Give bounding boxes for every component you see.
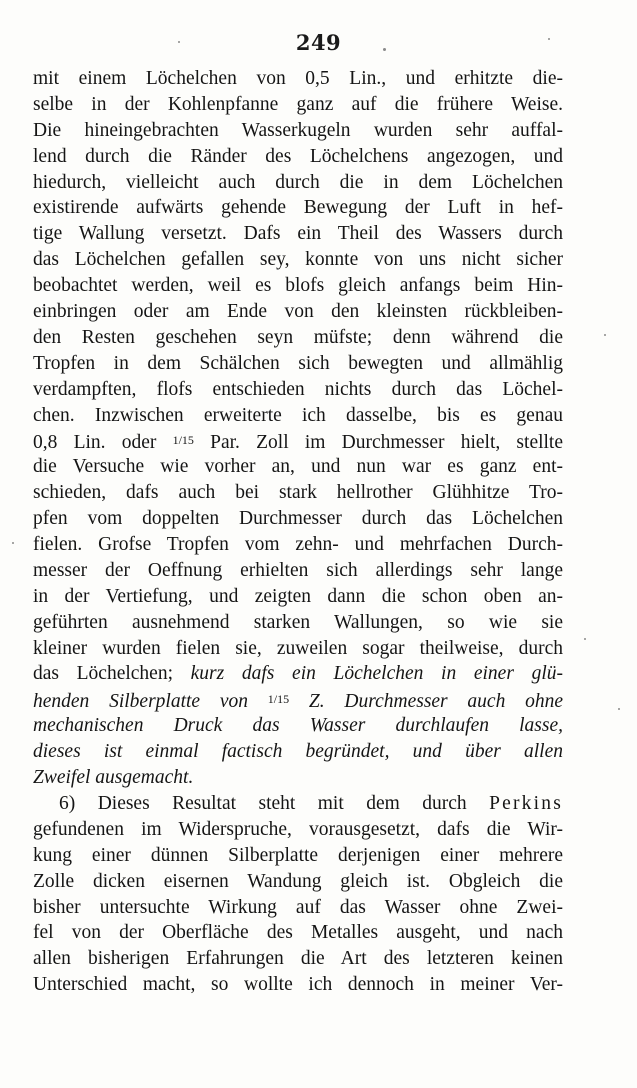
body-text [33, 66, 563, 998]
text-line: existirende aufwärts gehende Bewegung der Luft in hef- [33, 197, 563, 219]
scan-speck [604, 334, 606, 336]
text-segment: das Löchelchen; [33, 663, 191, 685]
italic-text: mechanischen Druck das Wasser durchlaufen lasse, [33, 715, 563, 737]
text-line: lend durch die Ränder des Löchelchens angezogen, und [33, 145, 563, 167]
scan-speck [548, 38, 550, 40]
page-number: 249 [295, 30, 342, 55]
fraction: 1/15 [267, 692, 290, 707]
scan-speck [383, 48, 386, 51]
text-line: messer der Oeffnung erhielten sich allerdings sehr lange [33, 559, 563, 581]
text-line: gefundenen im Widerspruche, vorausgesetzt, dafs die Wir- [33, 818, 563, 840]
text-line [33, 739, 563, 765]
text-line [33, 687, 563, 713]
text-segment: Par. Zoll im Durchmesser hielt, stellte [193, 432, 564, 454]
text-line: einbringen oder am Ende von den kleinsten rückbleiben- [33, 301, 563, 323]
text-line: Unterschied macht, so wollte ich dennoch in meiner Ver- [33, 974, 563, 996]
text-line: geführten ausnehmend starken Wallungen, so wie sie [33, 611, 563, 633]
text-segment: 0,8 Lin. oder [33, 432, 173, 454]
text-line [33, 791, 563, 817]
text-line: fel von der Oberfläche des Metalles ausgeht, und nach [33, 922, 563, 944]
scan-speck [618, 708, 620, 710]
text-line [33, 661, 563, 687]
italic-text: dieses ist einmal factisch begründet, und über allen [33, 741, 563, 763]
text-line: mit einem Löchelchen von 0,5 Lin., und erhitzte die- [33, 68, 563, 89]
text-line: schieden, dafs auch bei stark hellrother Glühhitze Tro- [33, 482, 563, 504]
author-name: Perkins [489, 792, 563, 814]
text-line: Zolle dicken eisernen Wandung gleich ist. Obgleich die [33, 870, 563, 892]
text-line: kung einer dünnen Silberplatte derjenigen einer mehrere [33, 844, 563, 866]
text-line: Die hineingebrachten Wasserkugeln wurden sehr auffal- [33, 119, 563, 141]
text-line: selbe in der Kohlenpfanne ganz auf die frühere Weise. [33, 93, 563, 115]
text-line [33, 765, 563, 791]
text-line: chen. Inzwischen erweiterte ich dasselbe, bis es genau [33, 404, 563, 426]
text-line: kleiner wurden fielen sie, zuweilen sogar theilweise, durch [33, 637, 563, 659]
text-line: beobachtet werden, weil es blofs gleich anfangs beim Hin- [33, 275, 563, 297]
scan-speck [12, 542, 14, 544]
text-line: Tropfen in dem Schälchen sich bewegten und allmählig [33, 352, 563, 374]
text-line: in der Vertiefung, und zeigten dann die schon oben an- [33, 585, 563, 607]
text-line: pfen vom doppelten Durchmesser durch das Löchelchen [33, 508, 563, 530]
scan-speck [584, 638, 586, 640]
text-line: hiedurch, vielleicht auch durch die in dem Löchelchen [33, 171, 563, 193]
text-line [33, 713, 563, 739]
italic-text: Zweifel ausgemacht. [33, 767, 194, 789]
text-line: die Versuche wie vorher an, und nun war es ganz ent- [33, 456, 563, 478]
scan-speck [178, 41, 180, 43]
italic-text: henden Silberplatte von [33, 691, 268, 713]
text-line [33, 428, 563, 454]
text-line: bisher untersuchte Wirkung auf das Wasser ohne Zwei- [33, 896, 563, 918]
text-line: das Löchelchen gefallen sey, konnte von uns nicht sicher [33, 249, 563, 271]
text-line: den Resten geschehen seyn müfste; denn während die [33, 326, 563, 348]
fraction: 1/15 [172, 433, 194, 448]
italic-text: kurz dafs ein Löchelchen in einer glü- [190, 663, 563, 685]
text-segment: 6) Dieses Resultat steht mit dem durch [59, 792, 490, 814]
text-line: verdampften, flofs entschieden nichts durch das Löchel- [33, 378, 563, 400]
text-line: tige Wallung versetzt. Dafs ein Theil des Wassers durch [33, 223, 563, 245]
italic-text: Z. Durchmesser auch ohne [289, 691, 564, 713]
text-line: fielen. Grofse Tropfen vom zehn- und mehrfachen Durch- [33, 534, 563, 556]
text-line: allen bisherigen Erfahrungen die Art des letzteren keinen [33, 948, 563, 970]
